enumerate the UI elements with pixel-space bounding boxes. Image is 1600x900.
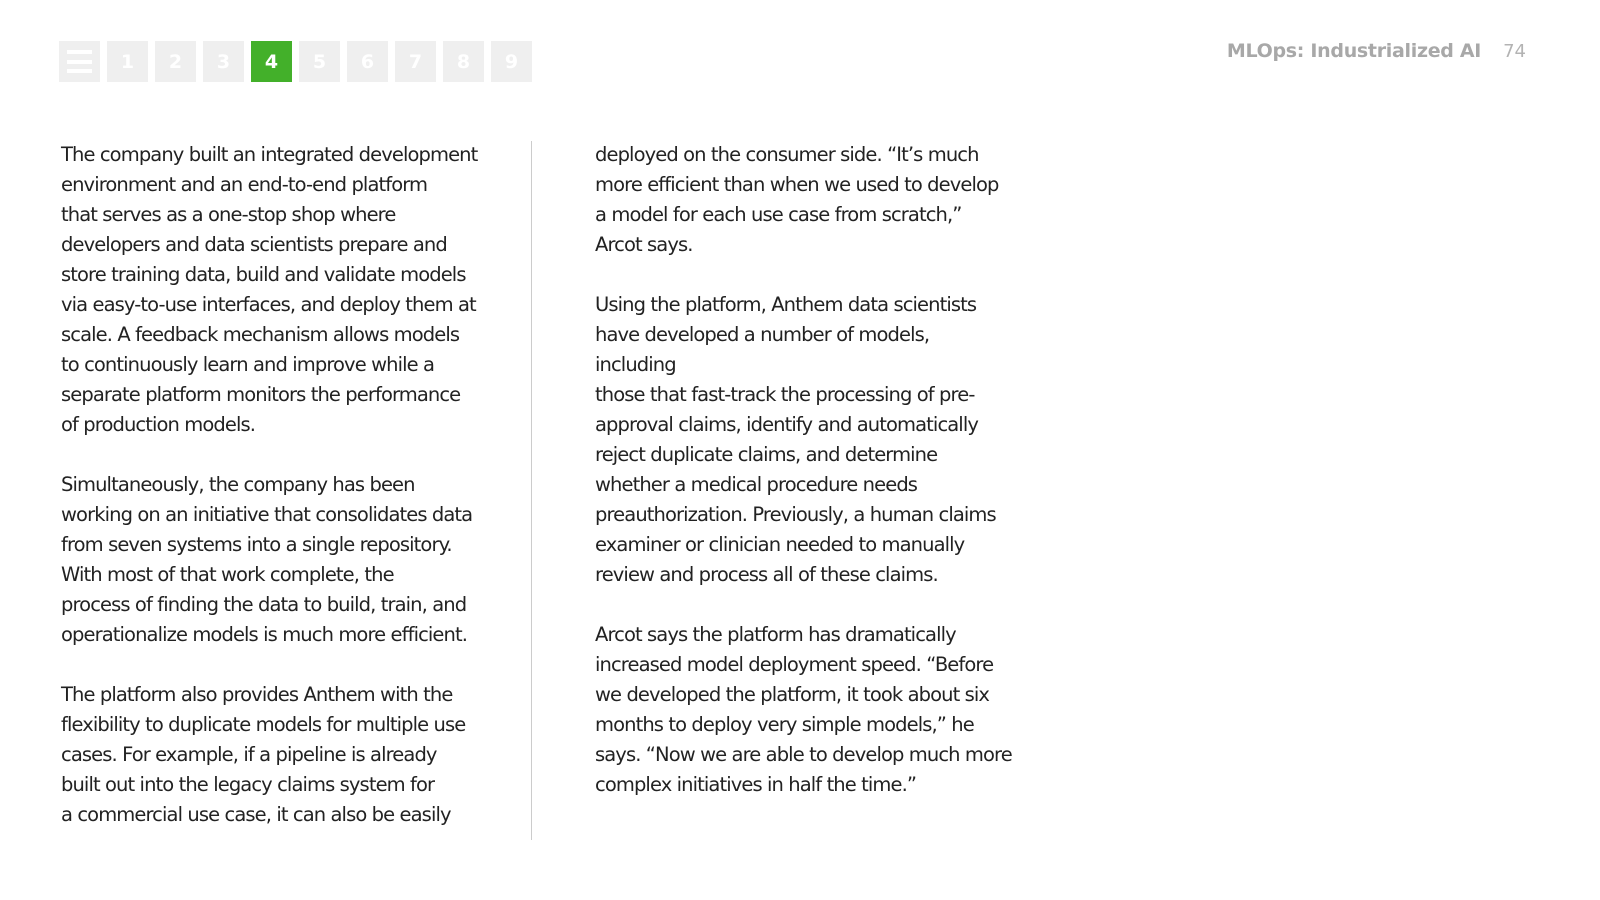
page-button-8[interactable]: 8 bbox=[443, 41, 484, 82]
paragraph: Arcot says the platform has dramatically increased model deployment speed. “Before we developed the platform, it took about six months to deploy very simple models,” he says. “Now we are able to develop much more complex initiatives in half the time.” bbox=[595, 623, 1012, 796]
page-button-6[interactable]: 6 bbox=[347, 41, 388, 82]
document-header bbox=[1227, 40, 1526, 62]
paragraph: The company built an integrated development environment and an end-to-end platform that serves as a one-stop shop where developers and data scientists prepare and store training data, build and validate models via easy-to-use interfaces, and deploy them at scale. A feedback mechanism allows models to continuously learn and improve while a separate platform monitors the performance of production models. bbox=[61, 143, 478, 436]
page-number: 74 bbox=[1503, 41, 1526, 62]
document-title: MLOps: Industrialized AI bbox=[1226, 40, 1482, 62]
paragraph: Using the platform, Anthem data scientists have developed a number of models, including those that fast-track the processing of pre- approval claims, identify and automatically reject duplicate claims, and determine whether a medical procedure needs preauthorization. Previously, a human claims examiner or clinician needed to manually review and process all of these claims. bbox=[595, 293, 996, 586]
page-button-7[interactable]: 7 bbox=[395, 41, 436, 82]
paragraph: Simultaneously, the company has been working on an initiative that consolidates data from seven systems into a single repository. With most of that work complete, the process of finding the data to build, train, and operationalize models is much more efficient. bbox=[61, 473, 473, 646]
page-button-2[interactable]: 2 bbox=[155, 41, 196, 82]
page-button-4-active[interactable]: 4 bbox=[251, 41, 292, 82]
page-button-9[interactable]: 9 bbox=[491, 41, 532, 82]
page-button-3[interactable]: 3 bbox=[203, 41, 244, 82]
menu-icon bbox=[67, 50, 92, 73]
left-column bbox=[61, 140, 481, 860]
page-button-1[interactable]: 1 bbox=[107, 41, 148, 82]
column-divider bbox=[531, 141, 532, 840]
right-column bbox=[595, 140, 1015, 830]
page-navigation bbox=[59, 41, 532, 82]
menu-button[interactable] bbox=[59, 41, 100, 82]
page-button-5[interactable]: 5 bbox=[299, 41, 340, 82]
paragraph: deployed on the consumer side. “It’s much more efficient than when we used to develop a model for each use case from scratch,” Arcot says. bbox=[595, 143, 999, 256]
paragraph: The platform also provides Anthem with the flexibility to duplicate models for multiple use cases. For example, if a pipeline is already built out into the legacy claims system for a commercial use case, it can also be easily bbox=[61, 683, 466, 826]
